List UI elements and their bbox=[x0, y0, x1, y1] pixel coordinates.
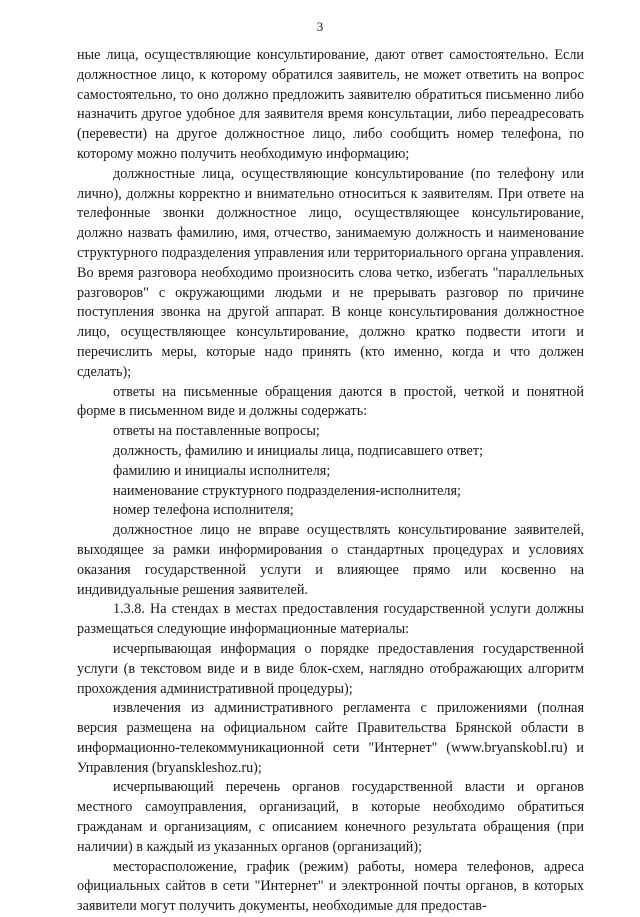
paragraph: ные лица, осуществляющие консультирование, дают ответ самостоятельно. Если должностное лицо, к которому обратился заявитель, не может ответить на вопрос самостоятельно, то оно должно предложить заявителю обратиться письменно либо назначить другое удобное для заявителя время консультации, либо переадресовать (перевести) на другое должностное лицо, либо сообщить номер телефона, по которому можно получить необходимую информацию; bbox=[77, 47, 584, 162]
body-text bbox=[77, 46, 584, 917]
paragraph: должностные лица, осуществляющие консультирование (по телефону или лично), должны корректно и внимательно относиться к заявителям. При ответе на телефонные звонки должностное лицо, осуществляющее консультирование, должно назвать фамилию, имя, отчество, занимаемую должность и наименование структурного подразделения управления или территориального органа управления. Во время разговора необходимо произносить слова четко, избегать "параллельных разговоров" с окружающими людьми и не прерывать разговор по причине поступления звонка на другой аппарат. В конце консультирования должностное лицо, осуществляющее консультирование, должно кратко подвести итоги и перечислить меры, которые надо принять (кто именно, когда и что должен сделать); bbox=[77, 165, 584, 380]
list-item: номер телефона исполнителя; bbox=[113, 502, 294, 519]
list-item: наименование структурного подразделения-исполнителя; bbox=[113, 482, 461, 499]
section-paragraph: 1.3.8. На стендах в местах предоставления государственной услуги должны размещаться следующие информационные материалы: bbox=[77, 601, 584, 638]
list-item: ответы на поставленные вопросы; bbox=[113, 423, 320, 440]
paragraph: исчерпывающий перечень органов государственной власти и органов местного самоуправления, организаций, в которые необходимо обратиться гражданам и организациям, с описанием конечного результата обращения (при наличии) в каждый из указанных органов (организаций); bbox=[77, 779, 584, 855]
paragraph: извлечения из административного регламента с приложениями (полная версия размещена на официальном сайте Правительства Брянской области в информационно-телекоммуникационной сети "Интернет" (www.bryanskobl.ru) и Управления (bryanskleshoz.ru); bbox=[77, 700, 584, 776]
list-item: должность, фамилию и инициалы лица, подписавшего ответ; bbox=[113, 442, 483, 459]
paragraph: месторасположение, график (режим) работы, номера телефонов, адреса официальных сайтов в сети "Интернет" и электронной почты органов, в которых заявители могут получить документы, необходимые для предостав- bbox=[77, 858, 584, 915]
paragraph: исчерпывающая информация о порядке предоставления государственной услуги (в текстовом виде и в виде блок-схем, наглядно отображающих алгоритм прохождения административной процедуры); bbox=[77, 640, 584, 697]
paragraph: должностное лицо не вправе осуществлять консультирование заявителей, выходящее за рамки информирования о стандартных процедурах и условиях оказания государственной услуги и влияющее прямо или косвенно на индивидуальные решения заявителей. bbox=[77, 522, 584, 598]
page-number: 3 bbox=[316, 19, 324, 34]
list-item: фамилию и инициалы исполнителя; bbox=[113, 462, 331, 479]
paragraph: ответы на письменные обращения даются в простой, четкой и понятной форме в письменном виде и должны содержать: bbox=[77, 383, 584, 420]
